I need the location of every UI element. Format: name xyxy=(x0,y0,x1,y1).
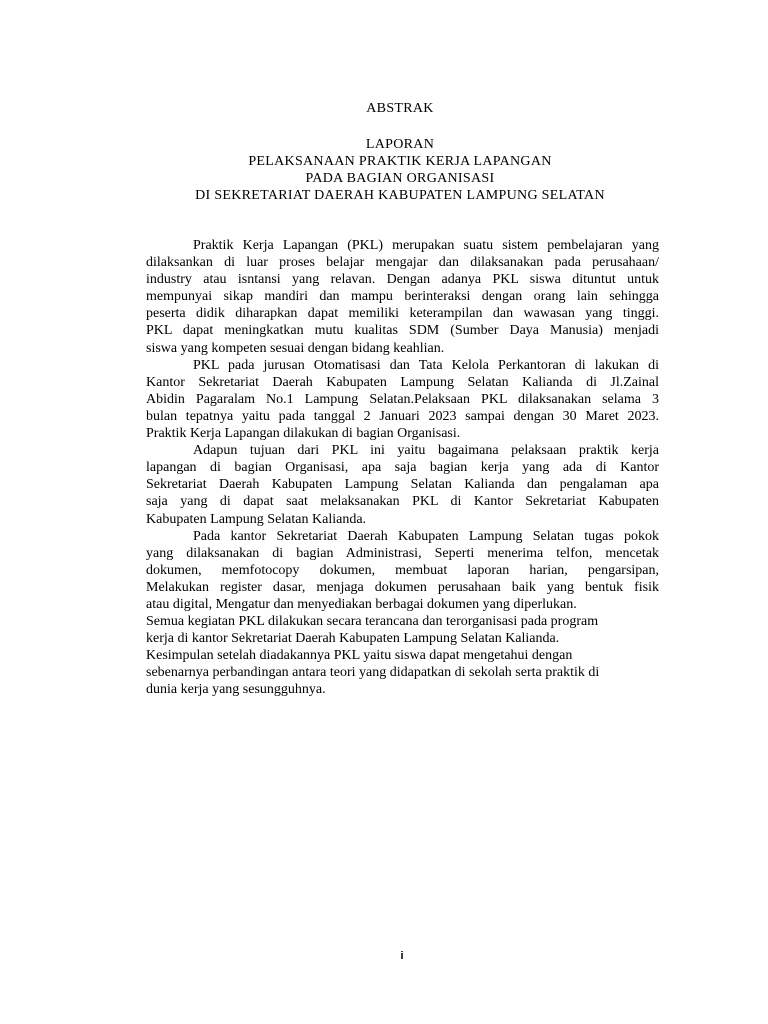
body-line: lapangan di bagian Organisasi, apa saja bagian kerja yang ada di Kantor xyxy=(146,460,659,476)
body-line: PKL dapat meningkatkan mutu kualitas SDM (Sumber Daya Manusia) menjadi xyxy=(146,323,659,339)
body-line: dilaksankan di luar proses belajar mengajar dan dilaksanakan pada perusahaan/ xyxy=(146,255,659,271)
body-line: dokumen, memfotocopy dokumen, membuat laporan harian, pengarsipan, xyxy=(146,562,659,578)
body-line: Kabupaten Lampung Selatan Kalianda. xyxy=(146,511,367,527)
report-title-line: PELAKSANAAN PRAKTIK KERJA LAPANGAN xyxy=(248,154,552,169)
report-title-block xyxy=(0,137,768,205)
body-line: saja yang di dapat saat melaksanakan PKL di Kantor Sekretariat Kabupaten xyxy=(146,494,659,510)
body-line: Melakukan register dasar, menjaga dokumen perusahaan baik yang bentuk fisik xyxy=(146,579,659,595)
body-line: siswa yang kompeten sesuai dengan bidang keahlian. xyxy=(146,340,445,356)
body-line: Pada kantor Sekretariat Daerah Kabupaten Lampung Selatan tugas pokok xyxy=(193,528,659,544)
body-line: Abidin Pagaralam No.1 Lampung Selatan.Pelaksaan PKL dilaksanakan selama 3 xyxy=(146,391,659,407)
document-title: ABSTRAK xyxy=(366,101,434,116)
body-line: kerja di kantor Sekretariat Daerah Kabupaten Lampung Selatan Kalianda. xyxy=(146,631,560,647)
body-line: Kantor Sekretariat Daerah Kabupaten Lampung Selatan Kalianda di Jl.Zainal xyxy=(146,374,659,390)
body-line: dunia kerja yang sesungguhnya. xyxy=(146,682,326,698)
body-line: Kesimpulan setelah diadakannya PKL yaitu siswa dapat mengetahui dengan xyxy=(146,648,573,664)
body-line: Adapun tujuan dari PKL ini yaitu bagaimana pelaksaan praktik kerja xyxy=(193,443,659,459)
body-line: Praktik Kerja Lapangan dilakukan di bagian Organisasi. xyxy=(146,426,461,442)
report-title-line: LAPORAN xyxy=(365,137,435,152)
body-line: peserta didik diharapkan dapat memiliki keterampilan dan wawasan yang tinggi. xyxy=(146,306,659,322)
body-line: Semua kegiatan PKL dilakukan secara terancana dan terorganisasi pada program xyxy=(146,614,599,630)
report-title-line: DI SEKRETARIAT DAERAH KABUPATEN LAMPUNG SELATAN xyxy=(195,188,605,203)
body-line: Sekretariat Daerah Kabupaten Lampung Selatan Kalianda dan pengalaman apa xyxy=(146,477,659,493)
page-number: i xyxy=(400,950,404,962)
body-line: mempunyai sikap mandiri dan mampu berinteraksi dengan orang lain sehingga xyxy=(146,289,659,305)
body-line: Praktik Kerja Lapangan (PKL) merupakan suatu sistem pembelajaran yang xyxy=(193,238,659,253)
body-line: PKL pada jurusan Otomatisasi dan Tata Kelola Perkantoran di lakukan di xyxy=(193,357,659,373)
body-line: sebenarnya perbandingan antara teori yang didapatkan di sekolah serta praktik di xyxy=(146,665,600,681)
report-title-line: PADA BAGIAN ORGANISASI xyxy=(305,171,495,186)
body-line: bulan tepatnya yaitu pada tanggal 2 Januari 2023 sampai dengan 30 Maret 2023. xyxy=(146,408,659,424)
body-line: yang dilaksanakan di bagian Administrasi, Seperti menerima telfon, mencetak xyxy=(146,545,659,561)
body-line: atau digital, Mengatur dan menyediakan berbagai dokumen yang diperlukan. xyxy=(146,596,577,612)
body-line: industry atau isntansi yang relavan. Dengan adanya PKL siswa dituntut untuk xyxy=(146,272,659,288)
abstract-body xyxy=(146,237,659,699)
